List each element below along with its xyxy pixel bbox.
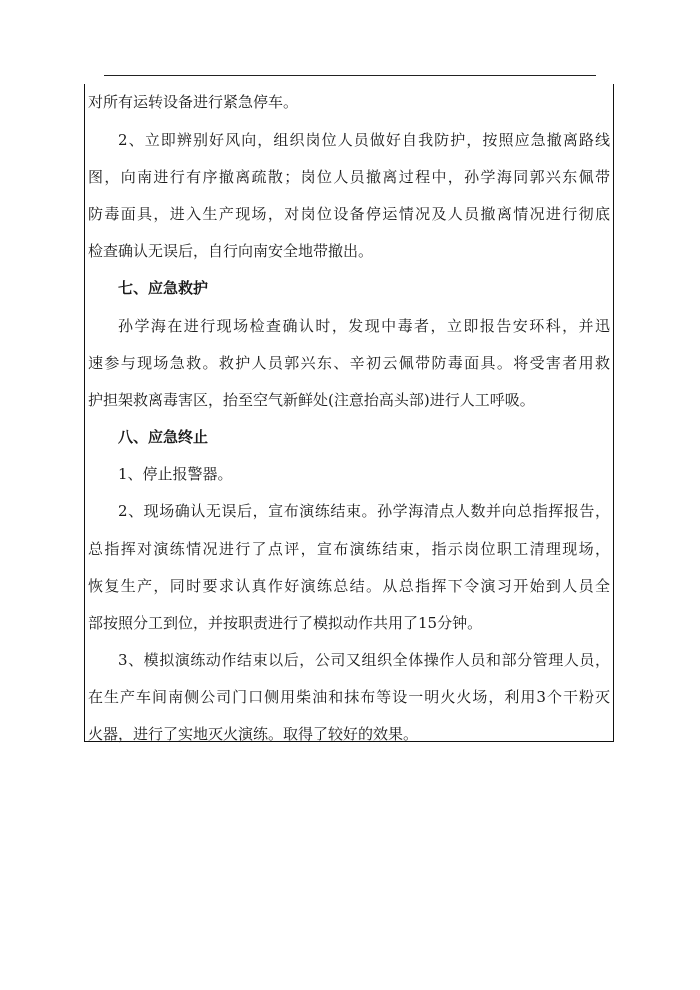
- body-line: 图，向南进行有序撤离疏散；岗位人员撤离过程中，孙学海同郭兴东佩带: [88, 168, 610, 186]
- body-line: 部按照分工到位，并按职责进行了模拟动作共用了15分钟。: [88, 614, 483, 632]
- section-heading: 八、应急终止: [118, 428, 209, 446]
- body-line: 速参与现场急救。救护人员郭兴东、辛初云佩带防毒面具。将受害者用救: [88, 354, 610, 372]
- body-line: 检查确认无误后，自行向南安全地带撤出。: [88, 242, 374, 260]
- body-line: 2、立即辨别好风向，组织岗位人员做好自我防护，按照应急撤离路线: [118, 131, 610, 149]
- body-line: 防毒面具，进入生产现场，对岗位设备停运情况及人员撤离情况进行彻底: [88, 205, 610, 223]
- section-heading: 七、应急救护: [118, 279, 209, 297]
- body-line: 总指挥对演练情况进行了点评，宣布演练结束，指示岗位职工清理现场，: [88, 540, 610, 558]
- body-line: 对所有运转设备进行紧急停车。: [88, 93, 299, 111]
- body-line: 2、现场确认无误后，宣布演练结束。孙学海清点人数并向总指挥报告，: [118, 502, 610, 520]
- body-line: 火器，进行了实地灭火演练。取得了较好的效果。: [88, 725, 419, 743]
- body-line: 3、模拟演练动作结束以后，公司又组织全体操作人员和部分管理人员，: [118, 651, 610, 669]
- body-line: 孙学海在进行现场检查确认时，发现中毒者，立即报告安环科，并迅: [118, 317, 610, 335]
- body-line: 在生产车间南侧公司门口侧用柴油和抹布等设一明火火场，利用3个干粉灭: [88, 688, 610, 706]
- header-rule: [104, 75, 596, 76]
- body-line: 护担架救离毒害区，抬至空气新鲜处(注意抬高头部)进行人工呼吸。: [88, 391, 535, 409]
- body-line: 恢复生产，同时要求认真作好演练总结。从总指挥下令演习开始到人员全: [88, 577, 610, 595]
- body-line: 1、停止报警器。: [118, 465, 233, 483]
